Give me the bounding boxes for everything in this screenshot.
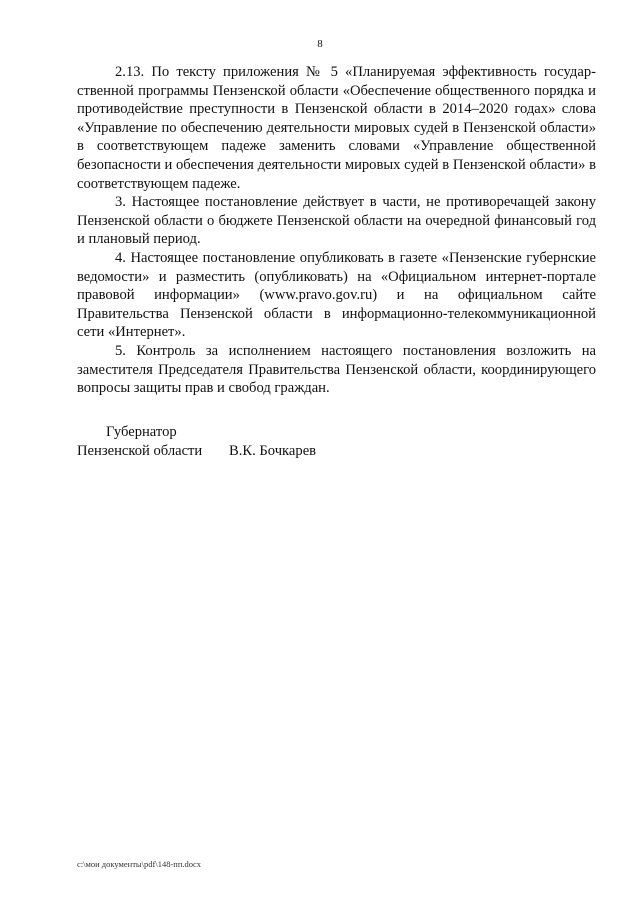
paragraph-3: 3. Настоящее постановление действует в части, не противоречащей закону Пензенской области о бюджете Пензенской области на очередной финансовый год и плановый период. (77, 194, 596, 248)
signature-block (77, 423, 477, 461)
signature-title: Губернатор (106, 424, 177, 440)
signature-row (77, 442, 477, 461)
paragraph-2-13: 2.13. По тексту приложения № 5 «Планируемая эффективность государ-ственной программы Пензенской области «Обеспечение общественного порядка и противодействие преступности в Пензенской области в 2014–2020 годах» слова «Управление по обеспечению деятельности мировых судей в Пензенской области» в соответствующем падеже заменить словами «Управление общественной безопасности и обеспечения деятельности мировых судей в Пензенской области» в соответствующем падеже. (77, 64, 596, 192)
paragraph-4: 4. Настоящее постановление опубликовать в газете «Пензенские губернские ведомости» и разместить (опубликовать) на «Официальном интернет-портале правовой информации» (www.pravo.gov.ru) и на официальном сайте Правительства Пензенской области в информационно-телекоммуникационной сети «Интернет». (77, 249, 596, 341)
footer-file-path: c:\мои документы\pdf\148-пп.docx (77, 859, 202, 869)
paragraph-5: 5. Контроль за исполнением настоящего постановления возложить на заместителя Председателя Правительства Пензенской области, координирующего вопросы защиты прав и свобод граждан. (77, 342, 596, 397)
signature-name: В.К. Бочкарев (229, 443, 317, 459)
page-number: 8 (317, 38, 323, 50)
document-body (77, 63, 596, 398)
signature-region: Пензенской области (77, 443, 203, 459)
